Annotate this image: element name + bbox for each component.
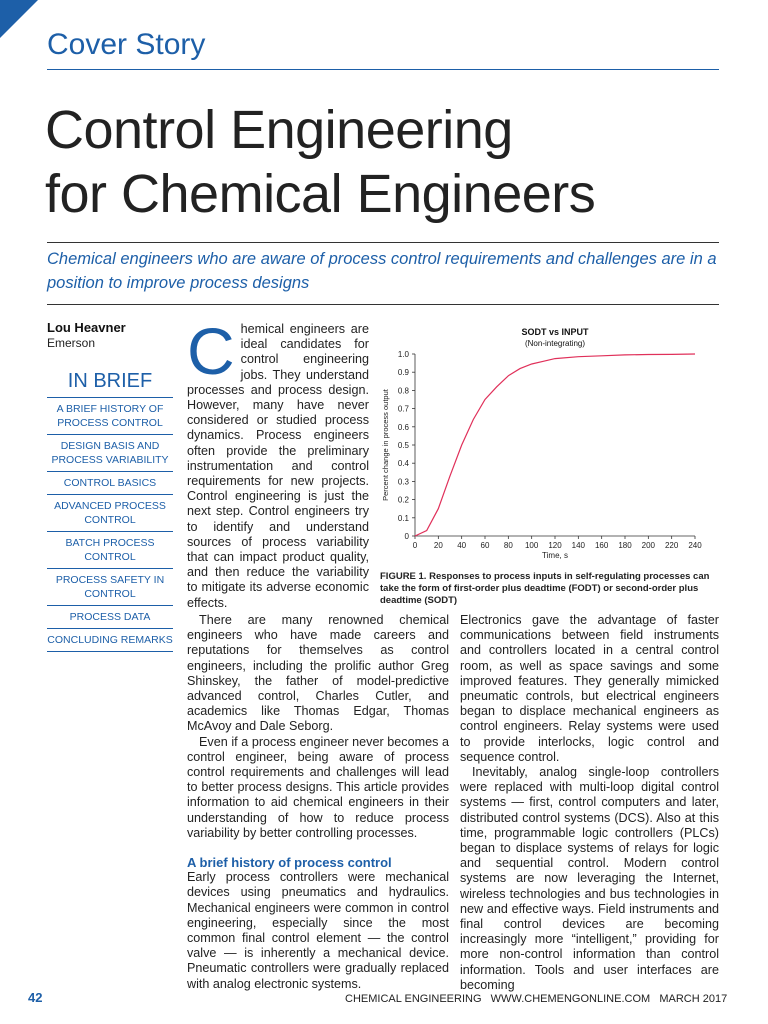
- x-tick-label: 240: [688, 541, 702, 550]
- title-rule: [47, 242, 719, 243]
- in-brief-box: [47, 370, 173, 652]
- title-line-1: Control Engineering: [45, 100, 513, 160]
- y-tick-label: 0.6: [397, 422, 409, 432]
- y-axis-label: Percent change in process output: [381, 389, 390, 501]
- figure-caption: [380, 571, 720, 607]
- x-tick-label: 180: [618, 541, 632, 550]
- x-tick-label: 0: [412, 541, 418, 550]
- in-brief-list: [47, 397, 173, 652]
- paragraph-text: hemical engineers are ideal candidates for control engineering jobs. They understand processes and process design. However, many have never considered or studied process dynamics. Process engineers often provide the preliminary instrumentation and control requirements for new projects. Control engineering is just the next step. Control engineers try to identify and understand sources of process variability that can impact product quality, and then reduce the variability to mitigate its adverse economic effects.: [187, 322, 369, 610]
- x-tick-label: 120: [548, 541, 562, 550]
- x-tick-label: 160: [594, 541, 609, 550]
- x-tick-label: 80: [503, 541, 513, 550]
- x-tick-label: 60: [480, 541, 490, 550]
- x-tick-label: 140: [571, 541, 586, 550]
- in-brief-item[interactable]: CONCLUDING REMARKS: [47, 629, 173, 652]
- chart-subtitle: (Non-integrating): [524, 339, 586, 348]
- in-brief-item[interactable]: PROCESS SAFETY IN CONTROL: [47, 569, 173, 606]
- in-brief-item[interactable]: ADVANCED PROCESS CONTROL: [47, 495, 173, 532]
- in-brief-item[interactable]: BATCH PROCESS CONTROL: [47, 532, 173, 569]
- footer-magazine: CHEMICAL ENGINEERING WWW.CHEMENGONLINE.COM MARCH 2017: [345, 993, 728, 1005]
- x-axis-label: Time, s: [542, 551, 568, 560]
- y-tick-label: 0: [404, 532, 409, 541]
- y-tick-label: 0.5: [397, 441, 409, 450]
- deck-rule: [47, 304, 719, 305]
- y-tick-label: 0.1: [397, 513, 409, 523]
- article-deck: Chemical engineers who are aware of process control requirements and challenges are in a position to improve process designs: [47, 250, 717, 292]
- body-paragraph: Inevitably, analog single-loop controllers were replaced with multi-loop digital control systems — first, control computers and later, distributed control systems (DCS). Also at this time, programmable logic controllers (PLCs) began to displace systems of relays for logic and sequential control. Modern control systems are now leveraging the Internet, wireless technologies and bus technologies in new and effective ways. Field instruments and final control devices are becoming increasingly more “intelligent,” providing for more non-control information than control information. Tools and user interfaces are becoming: [460, 765, 719, 992]
- body-column-middle: [187, 613, 449, 992]
- in-brief-item[interactable]: A BRIEF HISTORY OF PROCESS CONTROL: [47, 398, 173, 435]
- article-title: [45, 98, 745, 226]
- y-tick-label: 0.7: [397, 404, 409, 414]
- body-paragraph: Even if a process engineer never becomes a control engineer, being aware of process control requirements and challenges will lead to better process designs. This article provides information to aid chemical engineers in their understanding of how to reduce process variability by better controlling processes.: [187, 734, 449, 840]
- body-column-right: [460, 613, 719, 993]
- figure-label: FIGURE 1.: [380, 571, 427, 582]
- sodt-chart: [375, 322, 720, 568]
- chart-title: SODT vs INPUT: [521, 327, 589, 337]
- author-affiliation: Emerson: [47, 336, 96, 350]
- body-paragraph: Electronics gave the advantage of faster communications between field instruments and controllers located in a central control room, as well as space savings and some improved features. They generally mimicked pneumatic controls, but electrical engineers began to displace mechanical engineers as control engineers. Relay systems were used to provide interlocks, logic control and sequence control.: [460, 613, 719, 764]
- y-tick-label: 0.2: [397, 495, 409, 505]
- body-paragraph: Early process controllers were mechanical devices using pneumatics and hydraulics. Mechanical engineers were common in control engineering, especially since the most common final control element — the control valve — is inherently a mechanical device. Pneumatic controllers were gradually replaced with analog electronic systems.: [187, 870, 449, 991]
- y-tick-label: 0.4: [397, 459, 409, 469]
- body-paragraph: [187, 314, 369, 611]
- y-tick-label: 0.8: [397, 386, 409, 396]
- corner-accent: [0, 0, 38, 38]
- section-rule: [47, 69, 719, 70]
- in-brief-item[interactable]: DESIGN BASIS AND PROCESS VARIABILITY: [47, 435, 173, 472]
- y-tick-label: 0.3: [397, 477, 409, 487]
- body-column-top: [187, 314, 369, 611]
- series-line: [415, 354, 695, 536]
- subhead: A brief history of process control: [187, 855, 392, 871]
- body-paragraph: There are many renowned chemical engineers who have made careers and reputations for themselves as control engineers, including the prolific author Greg Shinskey, the father of model-predictive advanced control, Charles Cutler, and academics like Thomas Edgar, Thomas McAvoy and Dale Seborg.: [187, 613, 449, 734]
- author-name: Lou Heavner: [47, 320, 126, 335]
- x-tick-label: 20: [433, 541, 443, 550]
- in-brief-item[interactable]: PROCESS DATA: [47, 606, 173, 629]
- section-title: Cover Story: [47, 28, 206, 61]
- y-tick-label: 1.0: [397, 350, 409, 359]
- title-line-2: for Chemical Engineers: [45, 164, 596, 224]
- y-tick-label: 0.9: [397, 368, 409, 378]
- x-tick-label: 40: [457, 541, 467, 550]
- x-tick-label: 100: [524, 541, 539, 550]
- in-brief-heading: IN BRIEF: [67, 370, 153, 392]
- page-number: 42: [28, 990, 43, 1005]
- in-brief-item[interactable]: CONTROL BASICS: [47, 472, 173, 495]
- x-tick-label: 220: [664, 541, 679, 550]
- x-tick-label: 200: [641, 541, 656, 550]
- figure-caption-text: Responses to process inputs in self-regulating processes can take the form of first-order plus deadtime (FODT) or second-order plus deadtime (SODT): [380, 571, 710, 606]
- drop-cap: C: [187, 314, 235, 388]
